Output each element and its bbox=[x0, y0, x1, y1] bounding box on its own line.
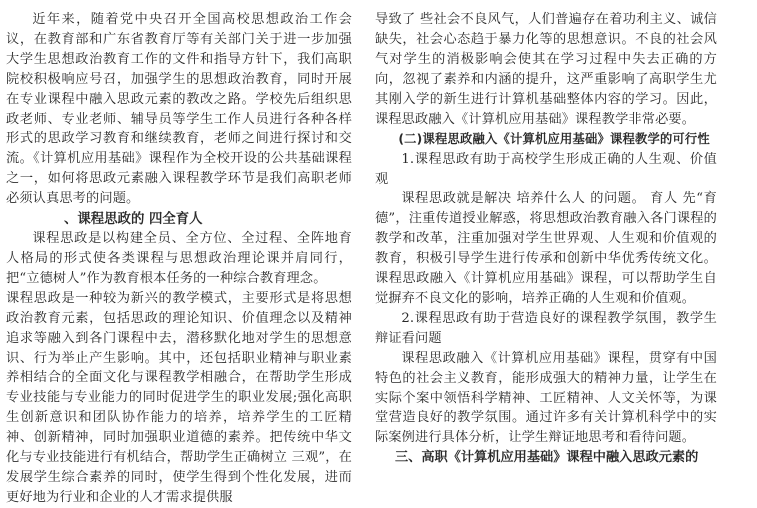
point-1-title: 1.课程思政有助于高校学生形成正确的人生观、价值观 bbox=[375, 151, 717, 187]
point-2-body: 课程思政融入《计算机应用基础》课程，贯穿有中国特色的社会主义教育，能形成强大的精神力量，让学生在实际个案中领悟科学精神、工匠精神、人文关怀等，为课堂营造良好的教学氛围。通过许多有关计算机科学中的实际案例进行具体分析，让学生辩证地思考和看待问题。 bbox=[375, 350, 717, 446]
intro-paragraph: 近年来，随着党中央召开全国高校思想政治工作会议，在教育部和广东省教育厅等有关部门关于进一步加强大学生思想政治教育工作的文件和指导方针下，我们高职院校积极响应号召，加强学生的思想政治教育，同时开展在专业课程中融入思政元素的教改之路。学校先后组织思政老师、专业老师、辅导员等学生工作人员进行各种各样形式的思政学习教育和继续教育，老师之间进行探讨和交流。《计算机应用基础》课程作为全校开设的公共基础课程之一，如何将思政元素融入课程教学环节是我们高职老师必须认真思考的问题。 bbox=[6, 12, 352, 207]
point-1-body: 课程思政就是解决 培养什么人 的问题。 育人 先“育德”，注重传道授业解惑，将思想政治教育融入各门课程的教学和改革，注重加强对学生世界观、人生观和价值观的教育，积极引导学生进行传承和创新中华优秀传统文化。课程思政融入《计算机应用基础》课程，可以帮助学生自觉摒弃不良文化的影响，培养正确的人生观和价值观。 bbox=[375, 191, 717, 306]
section-heading-four-all-education: 、课程思政的 四全育人 bbox=[64, 211, 203, 228]
section-3-heading: 三、高职《计算机应用基础》课程中融入思政元素的 bbox=[395, 450, 699, 466]
teaching-mode-paragraph: 课程思政是一种较为新兴的教学模式，主要形式是将思想政治教育元素，包括思政的理论知识、价值理念以及精神追求等融入到各门课程中去，潜移默化地对学生的思想意识、行为举止产生影响。其中，还包括职业精神与职业素养相结合的全面文化与课程教学相融合，在帮助学生形成专业技能与专业能力的同时促进学生的职业发展;强化高职生创新意识和团队协作能力的培养，培养学生的工匠精神、创新精神，同时加强职业道德的素养。把传统中华文化与专业技能进行有机结合，帮助学生正确树立 三观”，在发展学生综合素养的同时，使学生得到个性化发展，进而更好地为行业和企业的人才需求提供服 bbox=[6, 290, 352, 505]
left-text-column bbox=[6, 10, 352, 508]
point-2-title: 2.课程思政有助于营造良好的课程教学氛围，教学生辩证看问题 bbox=[375, 310, 717, 346]
feasibility-subheading: (二)课程思政融入《计算机应用基础》课程教学的可行性 bbox=[398, 132, 710, 147]
continued-paragraph: 导致了 些社会不良风气，人们普遍存在着功利主义、诚信缺失，社会心态趋于暴力化等的思想意识。不良的社会风气对学生的消极影响会使其在学习过程中失去正确的方向，忽视了素养和内涵的提升，这严重影响了高职学生尤其刚入学的新生进行计算机基础整体内容的学习。因此，课程思政融入《计算机应用基础》课程教学非常必要。 bbox=[375, 12, 717, 127]
concept-paragraph: 课程思政是以构建全员、全方位、全过程、全阵地育人格局的形式使各类课程与思想政治理论课并肩同行，把“立德树人”作为教育根本任务的一种综合教育理念。 bbox=[6, 231, 352, 286]
right-text-column bbox=[375, 10, 717, 468]
